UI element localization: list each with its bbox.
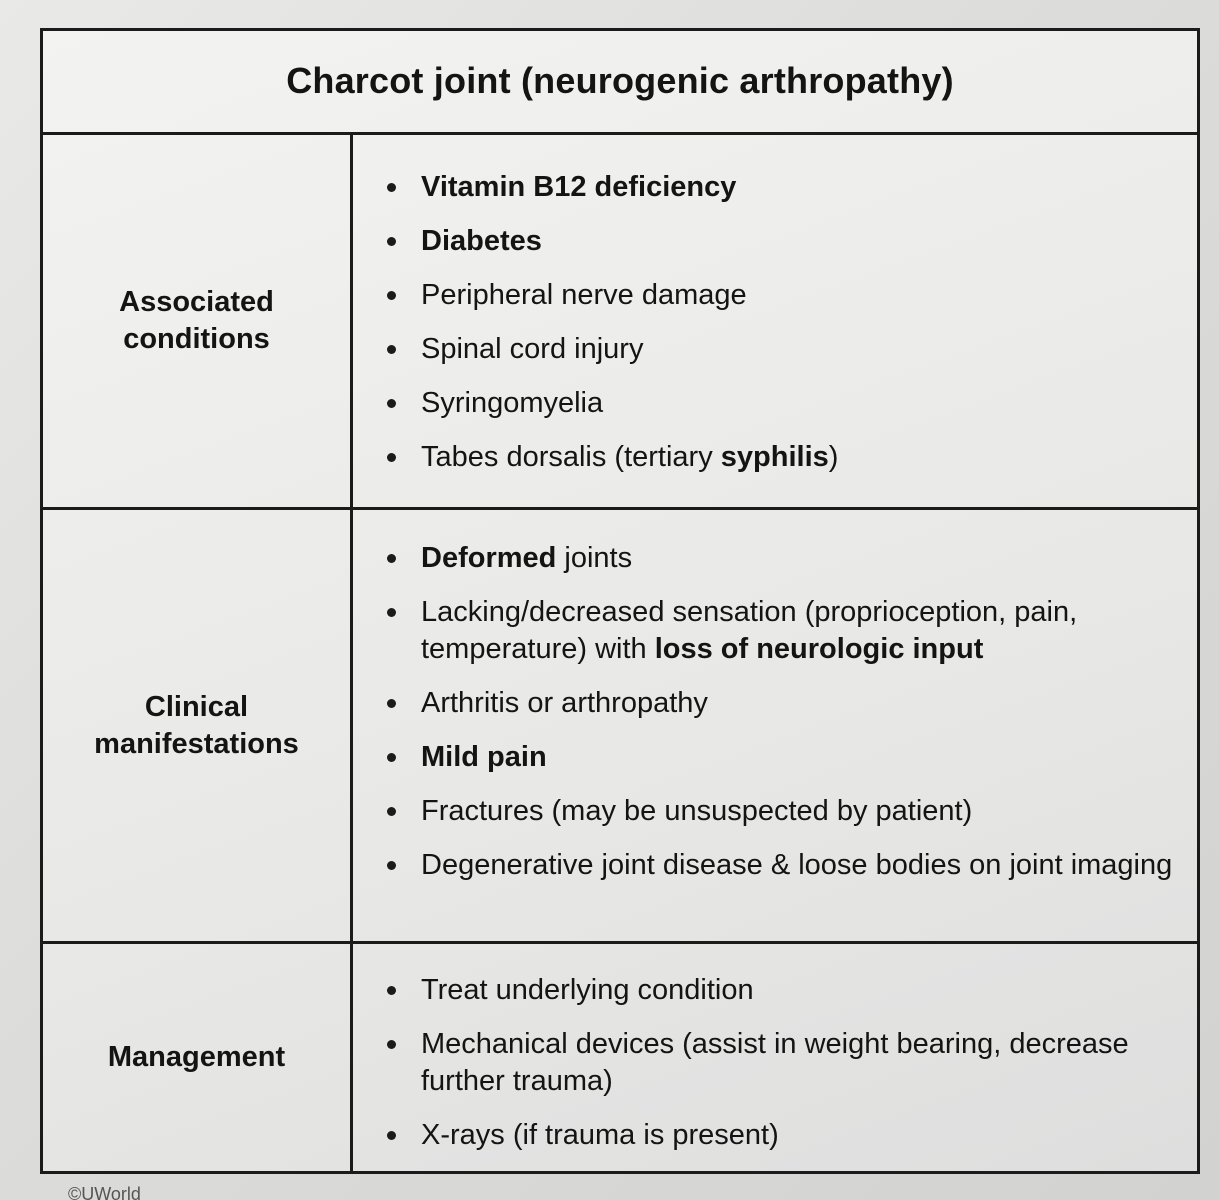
- list-item: [383, 594, 1177, 668]
- list-item: [383, 277, 1177, 314]
- row-management: [43, 944, 1197, 1171]
- list-item-text: Lacking/decreased sensation (proprioception, pain, temperature) with: [421, 596, 1078, 666]
- bullet-list: [383, 540, 1177, 884]
- list-item: [383, 385, 1177, 422]
- list-item-text: X-rays (if trauma is present): [421, 1119, 779, 1152]
- row-associated-conditions: [43, 135, 1197, 511]
- row-label-line: Clinical: [144, 690, 249, 723]
- bold-text: syphilis: [720, 440, 829, 473]
- bullet-icon: [387, 699, 396, 708]
- list-item-text: Fractures (may be unsuspected by patient): [421, 795, 973, 828]
- list-item: [383, 972, 1177, 1009]
- list-item-text: joints: [556, 542, 633, 575]
- list-item: [383, 793, 1177, 830]
- list-item: [383, 540, 1177, 577]
- list-item-text: Arthritis or arthropathy: [421, 687, 708, 720]
- bullet-icon: [387, 986, 396, 995]
- row-label: [43, 135, 353, 508]
- bullet-icon: [387, 345, 396, 354]
- row-clinical-manifestations: [43, 510, 1197, 944]
- list-item-text: Peripheral nerve damage: [421, 278, 747, 311]
- bullet-icon: [387, 237, 396, 246]
- bullet-icon: [387, 608, 396, 617]
- list-item: [383, 1117, 1177, 1154]
- bullet-icon: [387, 1131, 396, 1140]
- row-content: [353, 944, 1197, 1171]
- bullet-icon: [387, 861, 396, 870]
- bullet-list: [383, 169, 1177, 476]
- bold-text: Diabetes: [421, 224, 542, 257]
- list-item: [383, 223, 1177, 260]
- bullet-icon: [387, 453, 396, 462]
- bullet-icon: [387, 1040, 396, 1049]
- table-title: Charcot joint (neurogenic arthropathy): [286, 60, 954, 102]
- list-item-text: Mechanical devices (assist in weight bearing, decrease further trauma): [421, 1028, 1129, 1098]
- bullet-icon: [387, 291, 396, 300]
- row-label-line: Management: [107, 1040, 286, 1073]
- list-item: [383, 685, 1177, 722]
- bold-text: Deformed: [421, 542, 557, 575]
- list-item: [383, 739, 1177, 776]
- row-content: [353, 135, 1197, 508]
- row-label-line: manifestations: [94, 727, 299, 760]
- watermark-text: ©UWorld: [68, 1184, 141, 1200]
- list-item-text: ): [828, 440, 839, 473]
- list-item: [383, 331, 1177, 368]
- list-item-text: Syringomyelia: [421, 386, 604, 419]
- summary-table: [40, 28, 1200, 1174]
- bullet-icon: [387, 753, 396, 762]
- bullet-icon: [387, 399, 396, 408]
- bold-text: loss of neurologic input: [654, 633, 984, 666]
- row-label: [43, 510, 353, 941]
- row-label-line: conditions: [123, 323, 270, 356]
- row-content: [353, 510, 1197, 941]
- bold-text: Vitamin B12 deficiency: [421, 170, 737, 203]
- list-item: [383, 439, 1177, 476]
- list-item-text: Tabes dorsalis (tertiary: [421, 440, 721, 473]
- bullet-icon: [387, 183, 396, 192]
- list-item: [383, 847, 1177, 884]
- bold-text: Mild pain: [421, 741, 547, 774]
- list-item-text: Spinal cord injury: [421, 332, 644, 365]
- list-item-text: Degenerative joint disease & loose bodies on joint imaging: [421, 849, 1173, 882]
- row-label: [43, 944, 353, 1171]
- bullet-icon: [387, 554, 396, 563]
- list-item: [383, 1026, 1177, 1100]
- list-item: [383, 169, 1177, 206]
- table-title-row: [43, 31, 1197, 135]
- row-label-line: Associated: [119, 286, 274, 319]
- list-item-text: Treat underlying condition: [421, 974, 754, 1007]
- bullet-icon: [387, 807, 396, 816]
- bullet-list: [383, 972, 1177, 1154]
